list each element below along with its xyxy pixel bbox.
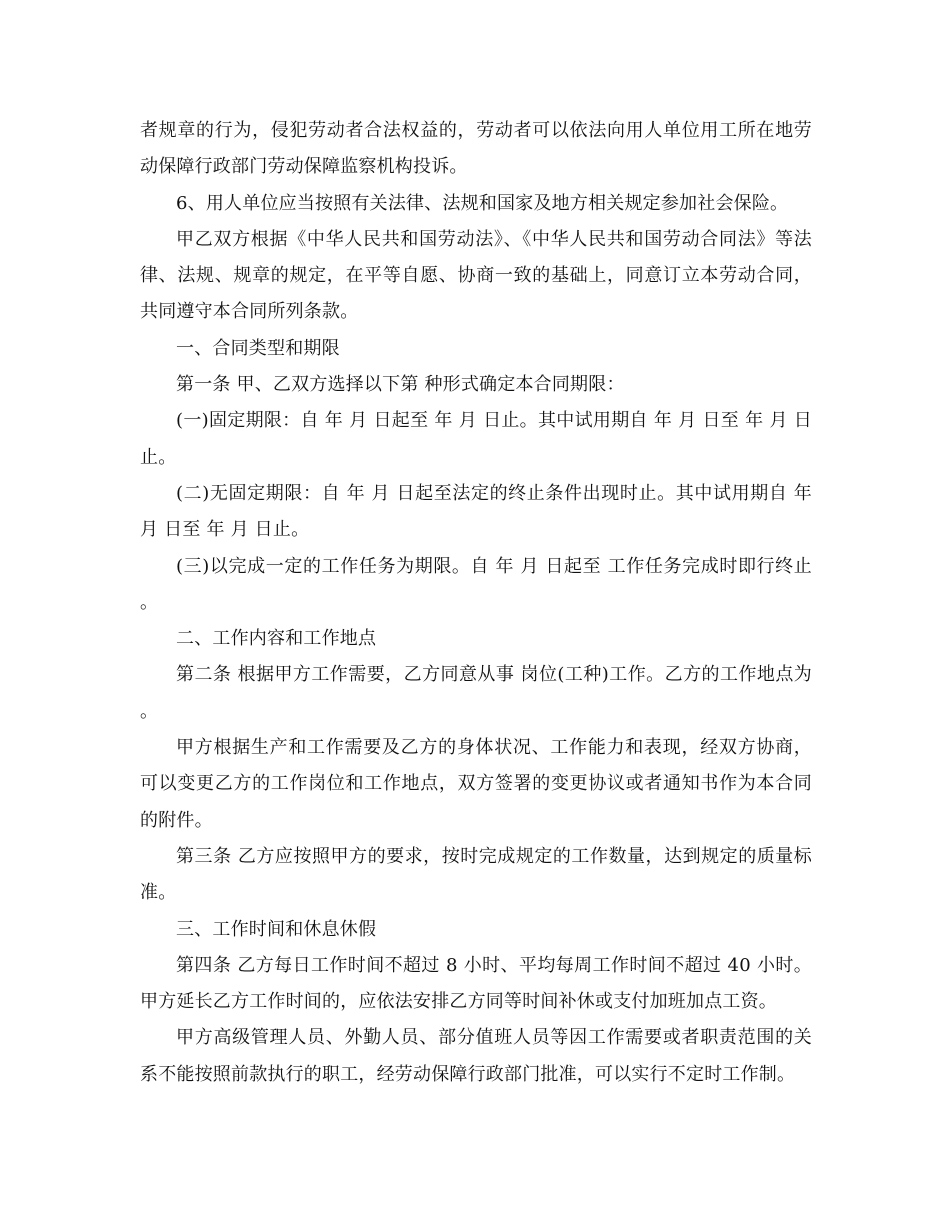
section-heading-work-content: 二、工作内容和工作地点: [176, 628, 377, 650]
article-2: 第二条 根据甲方工作需要，乙方同意从事 岗位(工种)工作。乙方的工作地点为 。: [140, 664, 812, 722]
article-1: 第一条 甲、乙双方选择以下第 种形式确定本合同期限：: [176, 374, 625, 396]
article-4: 第四条 乙方每日工作时间不超过 8 小时、平均每周工作时间不超过 40 小时。甲方延长乙方工作时间的，应依法安排乙方同等时间补休或支付加班加点工资。: [140, 954, 812, 1013]
section-heading-working-hours: 三、工作时间和休息休假: [176, 918, 377, 940]
paragraph-flexible-hours: 甲方高级管理人员、外勤人员、部分值班人员等因工作需要或者职责范围的关系不能按照前款执行的职工，经劳动保障行政部门批准，可以实行不定时工作制。: [140, 1027, 812, 1085]
clause-open-ended-term: (二)无固定期限：自 年 月 日起至法定的终止条件出现时止。其中试用期自 年 月 日至 年 月 日止。: [140, 482, 812, 541]
clause-fixed-term: (一)固定期限：自 年 月 日起至 年 月 日止。其中试用期自 年 月 日至 年 月 日止。: [140, 410, 812, 468]
section-heading-contract-type: 一、合同类型和期限: [176, 337, 340, 359]
document-body: [140, 113, 812, 1093]
article-3: 第三条 乙方应按照甲方的要求，按时完成规定的工作数量，达到规定的质量标准。: [140, 845, 812, 904]
paragraph-social-insurance: 6、用人单位应当按照有关法律、法规和国家及地方相关规定参加社会保险。: [176, 192, 789, 214]
paragraph-contract-basis: 甲乙双方根据《中华人民共和国劳动法》、《中华人民共和国劳动合同法》等法律、法规、规章的规定，在平等自愿、协商一致的基础上，同意订立本劳动合同，共同遵守本合同所列条款。: [140, 228, 812, 323]
paragraph-position-change: 甲方根据生产和工作需要及乙方的身体状况、工作能力和表现，经双方协商，可以变更乙方的工作岗位和工作地点，双方签署的变更协议或者通知书作为本合同的附件。: [140, 737, 812, 831]
paragraph-continuation-complaint: 者规章的行为，侵犯劳动者合法权益的，劳动者可以依法向用人单位用工所在地劳动保障行政部门劳动保障监察机构投诉。: [140, 120, 812, 178]
clause-task-based-term: (三)以完成一定的工作任务为期限。自 年 月 日起至 工作任务完成时即行终止。: [140, 555, 812, 613]
